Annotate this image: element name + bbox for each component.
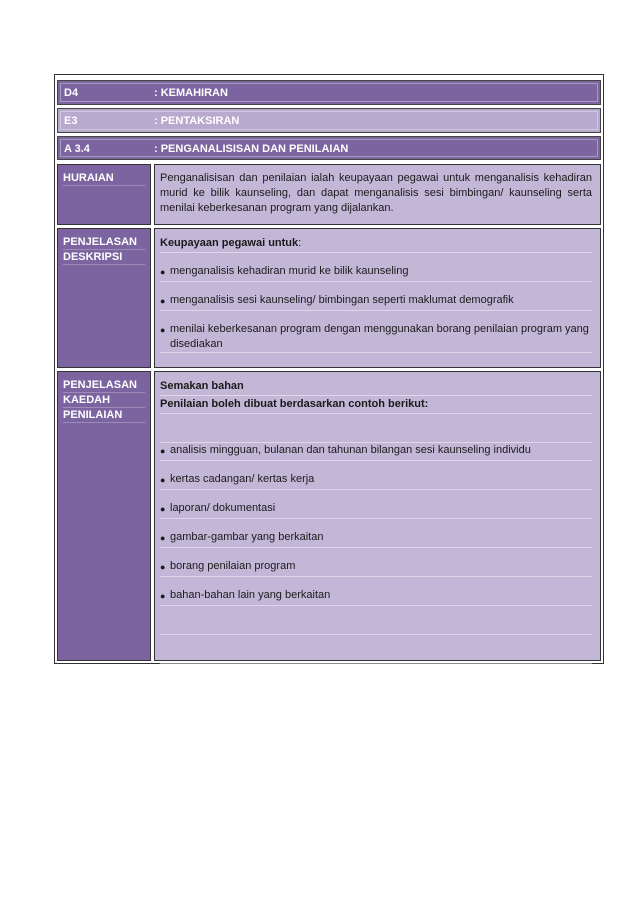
row-code: D4 [64,87,79,99]
section-label: PENJELASAN DESKRIPSI [57,228,151,368]
section-label: HURAIAN [57,164,151,225]
list-item: ● menganalisis sesi kaunseling/ bimbingan seperti maklumat demografik [160,293,592,311]
section-body [154,371,601,661]
row-code: A 3.4 [64,143,90,155]
section-huraian [57,164,601,225]
bullet-icon: ● [160,475,166,485]
section-body [154,228,601,368]
row-title: : KEMAHIRAN [154,87,228,99]
bullet-icon: ● [160,504,166,514]
huraian-text: Penganalisisan dan penilaian ialah keupayaan pegawai untuk menganalisis kehadiran murid ke bilik kaunseling, dan dapat menganalisis sesi bimbingan/ kaunseling serta menilai keberkesanan program yang dijalankan. [160,172,592,214]
list-item: ● analisis mingguan, bulanan dan tahunan bilangan sesi kaunseling individu [160,443,592,461]
list-item: ● menganalisis kehadiran murid ke bilik kaunseling [160,264,592,282]
intro-line: Keupayaan pegawai untuk: [160,235,592,253]
list-item: ● borang penilaian program [160,559,592,577]
header-row-d4 [57,80,601,105]
heading-penilaian: Penilaian boleh dibuat berdasarkan contoh berikut: [160,396,592,414]
header-row-e3 [57,108,601,133]
section-body [154,164,601,225]
row-title: : PENTAKSIRAN [154,115,240,127]
bullet-icon: ● [160,533,166,543]
bullet-icon: ● [160,446,166,456]
section-deskripsi [57,228,601,368]
list-item: ● laporan/ dokumentasi [160,501,592,519]
section-kaedah [57,371,601,661]
list-item: ● menilai keberkesanan program dengan menggunakan borang penilaian program yang disediakan [160,322,592,353]
section-label: PENJELASAN KAEDAH PENILAIAN [57,371,151,661]
row-title: : PENGANALISISAN DAN PENILAIAN [154,143,349,155]
row-code: E3 [64,115,78,127]
header-row-a34 [57,136,601,160]
assessment-table [54,74,604,664]
bullet-icon: ● [160,267,166,277]
bullet-icon: ● [160,296,166,306]
bullet-icon: ● [160,325,166,335]
list-item: ● gambar-gambar yang berkaitan [160,530,592,548]
bullet-icon: ● [160,591,166,601]
bullet-icon: ● [160,562,166,572]
list-item: ● bahan-bahan lain yang berkaitan [160,588,592,606]
heading-semakan: Semakan bahan [160,378,592,396]
list-item: ● kertas cadangan/ kertas kerja [160,472,592,490]
